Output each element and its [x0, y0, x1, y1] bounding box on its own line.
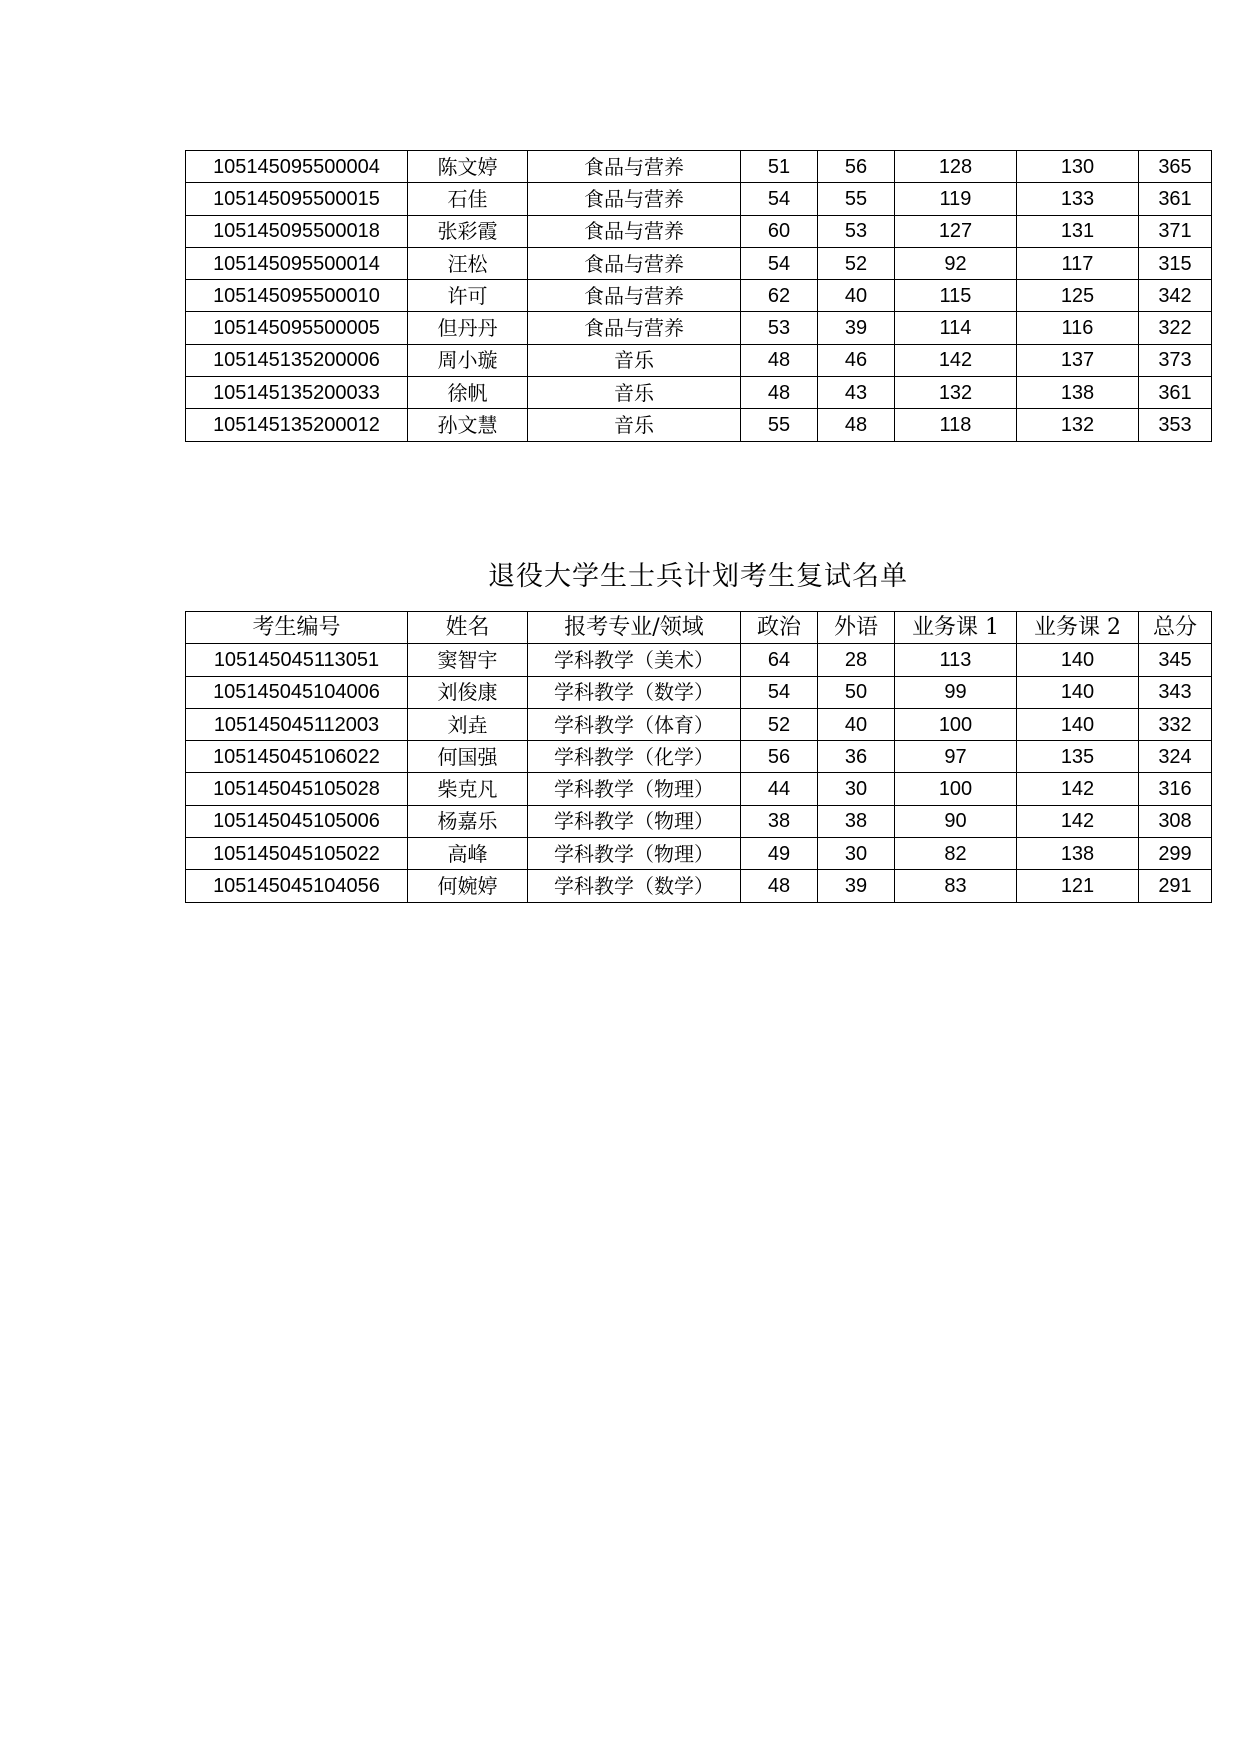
cell-total: 342 — [1139, 280, 1212, 312]
header-politics: 政治 — [741, 612, 818, 644]
table-row — [186, 644, 1212, 676]
cell-name: 杨嘉乐 — [408, 805, 528, 837]
cell-course-1: 142 — [895, 344, 1017, 376]
cell-major: 食品与营养 — [528, 312, 741, 344]
cell-total: 343 — [1139, 676, 1212, 708]
cell-foreign-language: 53 — [818, 215, 895, 247]
cell-course-1: 90 — [895, 805, 1017, 837]
cell-politics: 48 — [741, 870, 818, 902]
cell-course-2: 132 — [1017, 409, 1139, 441]
cell-name: 汪松 — [408, 247, 528, 279]
cell-course-2: 133 — [1017, 183, 1139, 215]
cell-politics: 62 — [741, 280, 818, 312]
table-row — [186, 870, 1212, 902]
header-major: 报考专业/领域 — [528, 612, 741, 644]
cell-course-1: 114 — [895, 312, 1017, 344]
cell-candidate-id: 105145045105006 — [186, 805, 408, 837]
cell-foreign-language: 56 — [818, 151, 895, 183]
cell-total: 345 — [1139, 644, 1212, 676]
cell-course-2: 140 — [1017, 644, 1139, 676]
cell-candidate-id: 105145045104006 — [186, 676, 408, 708]
cell-major: 食品与营养 — [528, 247, 741, 279]
cell-total: 299 — [1139, 838, 1212, 870]
cell-candidate-id: 105145095500018 — [186, 215, 408, 247]
cell-course-1: 128 — [895, 151, 1017, 183]
table-row — [186, 247, 1212, 279]
cell-course-2: 135 — [1017, 741, 1139, 773]
cell-course-1: 119 — [895, 183, 1017, 215]
table-row — [186, 708, 1212, 740]
cell-candidate-id: 105145095500014 — [186, 247, 408, 279]
cell-major: 音乐 — [528, 409, 741, 441]
cell-name: 徐帆 — [408, 377, 528, 409]
cell-foreign-language: 48 — [818, 409, 895, 441]
cell-course-1: 113 — [895, 644, 1017, 676]
table-row — [186, 344, 1212, 376]
cell-major: 学科教学（数学） — [528, 870, 741, 902]
cell-major: 学科教学（物理） — [528, 773, 741, 805]
cell-name: 何国强 — [408, 741, 528, 773]
cell-course-2: 130 — [1017, 151, 1139, 183]
cell-course-1: 92 — [895, 247, 1017, 279]
cell-course-2: 137 — [1017, 344, 1139, 376]
cell-major: 食品与营养 — [528, 280, 741, 312]
cell-candidate-id: 105145135200033 — [186, 377, 408, 409]
cell-major: 食品与营养 — [528, 183, 741, 215]
veteran-retest-table-body — [186, 644, 1212, 902]
cell-foreign-language: 30 — [818, 773, 895, 805]
cell-total: 373 — [1139, 344, 1212, 376]
cell-politics: 55 — [741, 409, 818, 441]
cell-course-2: 142 — [1017, 805, 1139, 837]
cell-politics: 38 — [741, 805, 818, 837]
cell-politics: 56 — [741, 741, 818, 773]
cell-total: 291 — [1139, 870, 1212, 902]
cell-course-1: 127 — [895, 215, 1017, 247]
cell-politics: 54 — [741, 247, 818, 279]
cell-course-1: 132 — [895, 377, 1017, 409]
score-table-continued-body — [186, 151, 1212, 442]
cell-name: 何婉婷 — [408, 870, 528, 902]
cell-foreign-language: 52 — [818, 247, 895, 279]
cell-foreign-language: 40 — [818, 280, 895, 312]
section-title: 退役大学生士兵计划考生复试名单 — [488, 561, 908, 592]
cell-major: 食品与营养 — [528, 215, 741, 247]
header-total: 总分 — [1139, 612, 1212, 644]
cell-foreign-language: 39 — [818, 312, 895, 344]
table-row — [186, 377, 1212, 409]
cell-foreign-language: 30 — [818, 838, 895, 870]
cell-politics: 60 — [741, 215, 818, 247]
cell-candidate-id: 105145045105028 — [186, 773, 408, 805]
cell-major: 学科教学（体育） — [528, 708, 741, 740]
cell-course-1: 82 — [895, 838, 1017, 870]
cell-course-2: 142 — [1017, 773, 1139, 805]
cell-name: 张彩霞 — [408, 215, 528, 247]
table-header-row — [186, 612, 1212, 644]
cell-major: 学科教学（化学） — [528, 741, 741, 773]
cell-course-1: 118 — [895, 409, 1017, 441]
cell-politics: 49 — [741, 838, 818, 870]
cell-course-2: 140 — [1017, 708, 1139, 740]
table-row — [186, 280, 1212, 312]
cell-politics: 51 — [741, 151, 818, 183]
cell-candidate-id: 105145045113051 — [186, 644, 408, 676]
cell-foreign-language: 36 — [818, 741, 895, 773]
cell-name: 刘垚 — [408, 708, 528, 740]
cell-total: 315 — [1139, 247, 1212, 279]
cell-total: 324 — [1139, 741, 1212, 773]
table-row — [186, 183, 1212, 215]
table-row — [186, 838, 1212, 870]
cell-major: 音乐 — [528, 344, 741, 376]
cell-candidate-id: 105145095500010 — [186, 280, 408, 312]
cell-total: 322 — [1139, 312, 1212, 344]
table-row — [186, 151, 1212, 183]
cell-course-1: 115 — [895, 280, 1017, 312]
header-course-1: 业务课 1 — [895, 612, 1017, 644]
cell-course-1: 100 — [895, 708, 1017, 740]
header-name: 姓名 — [408, 612, 528, 644]
cell-major: 学科教学（美术） — [528, 644, 741, 676]
cell-foreign-language: 40 — [818, 708, 895, 740]
cell-total: 361 — [1139, 183, 1212, 215]
cell-politics: 54 — [741, 676, 818, 708]
cell-name: 陈文婷 — [408, 151, 528, 183]
cell-foreign-language: 46 — [818, 344, 895, 376]
cell-foreign-language: 39 — [818, 870, 895, 902]
cell-name: 刘俊康 — [408, 676, 528, 708]
cell-name: 孙文慧 — [408, 409, 528, 441]
cell-politics: 54 — [741, 183, 818, 215]
header-foreign-language: 外语 — [818, 612, 895, 644]
cell-name: 柴克凡 — [408, 773, 528, 805]
cell-total: 332 — [1139, 708, 1212, 740]
cell-candidate-id: 105145135200012 — [186, 409, 408, 441]
cell-course-2: 125 — [1017, 280, 1139, 312]
cell-total: 353 — [1139, 409, 1212, 441]
cell-foreign-language: 50 — [818, 676, 895, 708]
cell-foreign-language: 55 — [818, 183, 895, 215]
cell-course-2: 138 — [1017, 377, 1139, 409]
cell-major: 食品与营养 — [528, 151, 741, 183]
cell-major: 学科教学（物理） — [528, 805, 741, 837]
table-row — [186, 312, 1212, 344]
cell-candidate-id: 105145095500004 — [186, 151, 408, 183]
cell-course-1: 100 — [895, 773, 1017, 805]
cell-total: 316 — [1139, 773, 1212, 805]
cell-candidate-id: 105145045104056 — [186, 870, 408, 902]
cell-foreign-language: 28 — [818, 644, 895, 676]
cell-politics: 53 — [741, 312, 818, 344]
cell-course-2: 140 — [1017, 676, 1139, 708]
cell-total: 361 — [1139, 377, 1212, 409]
cell-name: 许可 — [408, 280, 528, 312]
cell-candidate-id: 105145045105022 — [186, 838, 408, 870]
cell-course-2: 116 — [1017, 312, 1139, 344]
cell-politics: 64 — [741, 644, 818, 676]
table-row — [186, 741, 1212, 773]
table-row — [186, 773, 1212, 805]
cell-course-1: 83 — [895, 870, 1017, 902]
cell-candidate-id: 105145095500015 — [186, 183, 408, 215]
cell-course-1: 97 — [895, 741, 1017, 773]
cell-candidate-id: 105145135200006 — [186, 344, 408, 376]
table-row — [186, 409, 1212, 441]
cell-politics: 48 — [741, 344, 818, 376]
cell-major: 音乐 — [528, 377, 741, 409]
cell-course-2: 117 — [1017, 247, 1139, 279]
cell-candidate-id: 105145045106022 — [186, 741, 408, 773]
cell-major: 学科教学（数学） — [528, 676, 741, 708]
table-row — [186, 676, 1212, 708]
cell-course-1: 99 — [895, 676, 1017, 708]
cell-candidate-id: 105145095500005 — [186, 312, 408, 344]
cell-candidate-id: 105145045112003 — [186, 708, 408, 740]
cell-course-2: 131 — [1017, 215, 1139, 247]
cell-name: 高峰 — [408, 838, 528, 870]
veteran-retest-table — [185, 611, 1212, 903]
cell-foreign-language: 43 — [818, 377, 895, 409]
cell-total: 371 — [1139, 215, 1212, 247]
cell-name: 但丹丹 — [408, 312, 528, 344]
table-row — [186, 215, 1212, 247]
cell-course-2: 121 — [1017, 870, 1139, 902]
header-course-2: 业务课 2 — [1017, 612, 1139, 644]
cell-foreign-language: 38 — [818, 805, 895, 837]
cell-total: 308 — [1139, 805, 1212, 837]
cell-politics: 44 — [741, 773, 818, 805]
cell-course-2: 138 — [1017, 838, 1139, 870]
cell-name: 石佳 — [408, 183, 528, 215]
score-table-continued — [185, 150, 1212, 442]
cell-total: 365 — [1139, 151, 1212, 183]
cell-politics: 52 — [741, 708, 818, 740]
header-candidate-id: 考生编号 — [186, 612, 408, 644]
cell-politics: 48 — [741, 377, 818, 409]
cell-major: 学科教学（物理） — [528, 838, 741, 870]
table-row — [186, 805, 1212, 837]
cell-name: 窦智宇 — [408, 644, 528, 676]
cell-name: 周小璇 — [408, 344, 528, 376]
